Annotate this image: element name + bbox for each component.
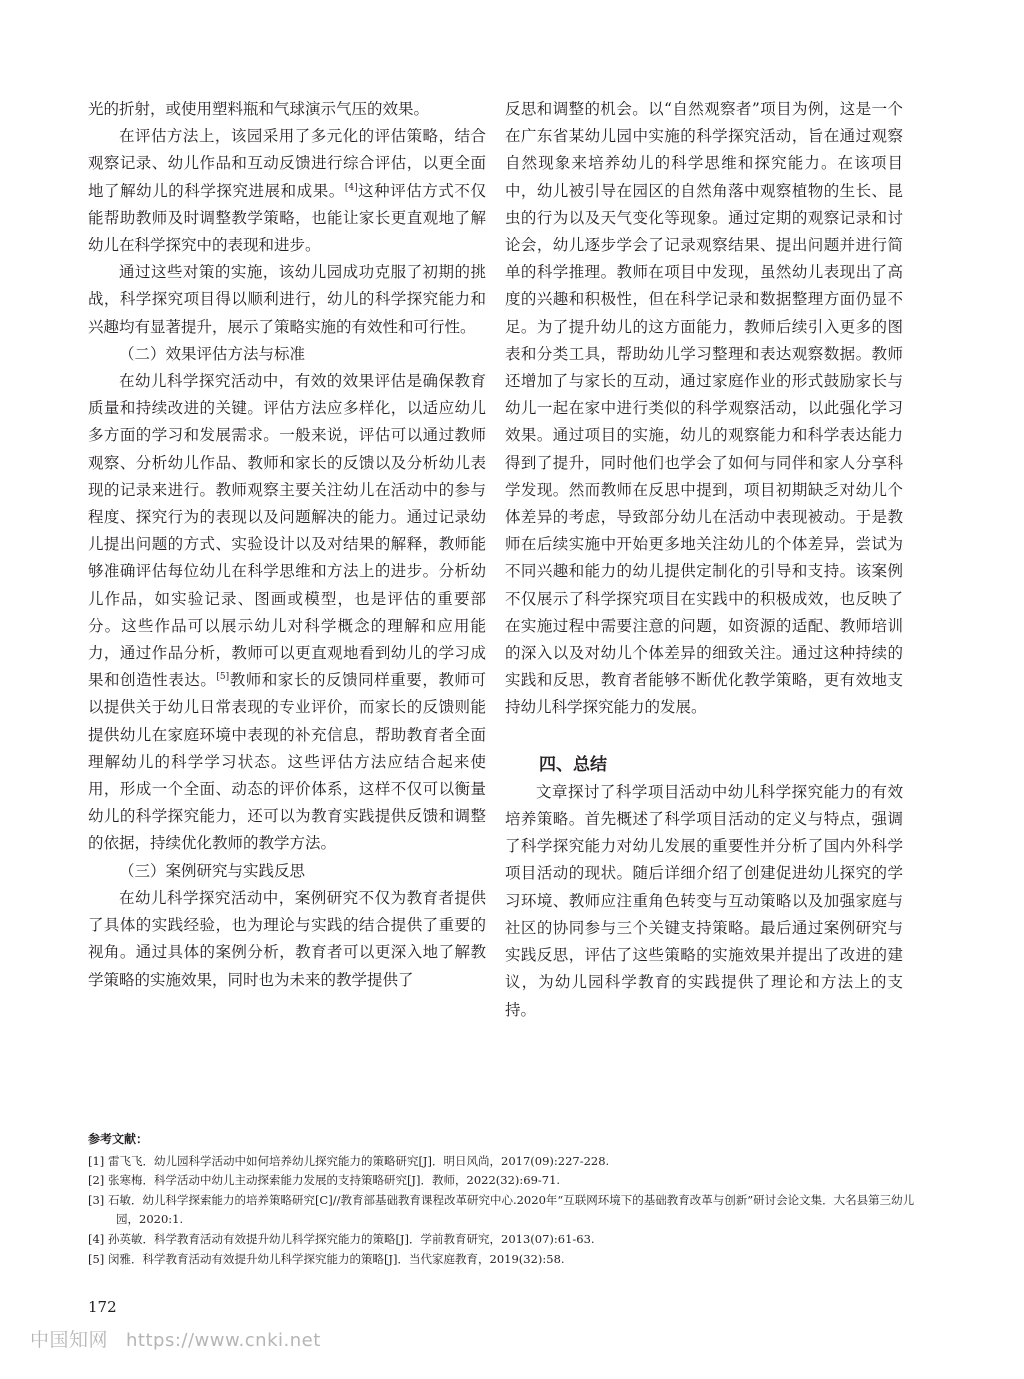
paragraph — [88, 123, 486, 259]
reference-item: [5] 闵雅．科学教育活动有效提升幼儿科学探究能力的策略[J]．当代家庭教育，2019(32):58. — [88, 1251, 565, 1266]
watermark-url[interactable]: https://www.cnki.net — [126, 1330, 321, 1351]
citation-ref: [4] — [344, 182, 358, 193]
reference-item: [3] 石敏．幼儿科学探索能力的培养策略研究[C]//教育部基础教育课程改革研究中心.2020年“互联网环境下的基础教育改革与创新”研讨会论文集．大名县第三幼儿园，2020:1. — [88, 1192, 915, 1227]
paragraph-text: 教师和家长的反馈同样重要，教师可以提供关于幼儿日常表现的专业评价，而家长的反馈则能提供幼儿在家庭环境中表现的补充信息，帮助教育者全面理解幼儿的科学学习状态。这些评估方法应结合起来使用，形成一个全面、动态的评价体系，这样不仅可以衡量幼儿的科学探究能力，还可以为教育实践提供反馈和调整的依据，持续优化教师的教学方法。 — [88, 671, 486, 853]
paragraph: 通过这些对策的实施，该幼儿园成功克服了初期的挑战，科学探究项目得以顺利进行，幼儿的科学探究能力和兴趣均有显著提升，展示了策略实施的有效性和可行性。 — [88, 263, 486, 336]
paragraph: 光的折射，或使用塑料瓶和气球演示气压的效果。 — [88, 100, 430, 118]
section-heading: （三）案例研究与实践反思 — [119, 861, 306, 880]
paragraph-text: 在评估方法上，该园采用了多元化的评估策略，结合观察记录、幼儿作品和互动反馈进行综合评估，以更全面地了解幼儿的科学探究进展和成果。 — [88, 127, 486, 200]
reference-list — [88, 1152, 918, 1270]
paragraph: 反思和调整的机会。以“自然观察者”项目为例，这是一个在广东省某幼儿园中实施的科学探究活动，旨在通过观察自然现象来培养幼儿的科学思维和探究能力。在该项目中，幼儿被引导在园区的自然角落中观察植物的生长、昆虫的行为以及天气变化等现象。通过定期的观察记录和讨论会，幼儿逐步学会了记录观察结果、提出问题并进行简单的科学推理。教师在项目中发现，虽然幼儿表现出了高度的兴趣和积极性，但在科学记录和数据整理方面仍显不足。为了提升幼儿的这方面能力，教师后续引入更多的图表和分类工具，帮助幼儿学习整理和表达观察数据。教师还增加了与家长的互动，通过家庭作业的形式鼓励家长与幼儿一起在家中进行类似的科学观察活动，以此强化学习效果。通过项目的实施，幼儿的观察能力和科学表达能力得到了提升，同时他们也学会了如何与同伴和家人分享科学发现。然而教师在反思中提到，项目初期缺乏对幼儿个体差异的考虑，导致部分幼儿在活动中表现被动。于是教师在后续实施中开始更多地关注幼儿的个体差异，尝试为不同兴趣和能力的幼儿提供定制化的引导和支持。该案例不仅展示了科学探究项目在实践中的积极成效，也反映了在实施过程中需要注意的问题，如资源的适配、教师培训的深入以及对幼儿个体差异的细致关注。通过这种持续的实践和反思，教育者能够不断优化教学策略，更有效地支持幼儿科学探究能力的发展。 — [505, 100, 903, 717]
section-heading: （二）效果评估方法与标准 — [119, 344, 306, 363]
watermark — [30, 1325, 321, 1352]
references-title: 参考文献： — [88, 1132, 149, 1146]
paragraph-text: 这种评估方式不仅能帮助教师及时调整教学策略，也能让家长更直观地了解幼儿在科学探究中的表现和进步。 — [88, 181, 486, 255]
watermark-brand: 中国知网 — [30, 1329, 109, 1351]
reference-item: [1] 雷飞飞．幼儿园科学活动中如何培养幼儿探究能力的策略研究[J]．明日风尚，2017(09):227-228. — [88, 1153, 610, 1168]
paragraph-text: 在幼儿科学探究活动中，有效的效果评估是确保教育质量和持续改进的关键。评估方法应多样化，以适应幼儿多方面的学习和发展需求。一般来说，评估可以通过教师观察、分析幼儿作品、教师和家长的反馈以及分析幼儿表现的记录来进行。教师观察主要关注幼儿在活动中的参与程度、探究行为的表现以及问题解决的能力。通过记录幼儿提出问题的方式、实验设计以及对结果的解释，教师能够准确评估每位幼儿在科学思维和方法上的进步。分析幼儿作品，如实验记录、图画或模型，也是评估的重要部分。这些作品可以展示幼儿对科学概念的理解和应用能力，通过作品分析，教师可以更直观地看到幼儿的学习成果和创造性表达。 — [88, 372, 486, 690]
section-heading: 四、总结 — [539, 754, 607, 775]
reference-item: [2] 张寒梅．科学活动中幼儿主动探索能力发展的支持策略研究[J]．教师，2022(32):69-71. — [88, 1173, 561, 1188]
paragraph: 在幼儿科学探究活动中，案例研究不仅为教育者提供了具体的实践经验，也为理论与实践的结合提供了重要的视角。通过具体的案例分析，教育者可以更深入地了解教学策略的实施效果，同时也为未来的教学提供了 — [88, 888, 486, 989]
paragraph: 文章探讨了科学项目活动中幼儿科学探究能力的有效培养策略。首先概述了科学项目活动的定义与特点，强调了科学探究能力对幼儿发展的重要性并分析了国内外科学项目活动的现状。随后详细介绍了创建促进幼儿探究的学习环境、教师应注重角色转变与互动策略以及加强家庭与社区的协同参与三个关键支持策略。最后通过案例研究与实践反思，评估了这些策略的实施效果并提出了改进的建议，为幼儿园科学教育的实践提供了理论和方法上的支持。 — [505, 782, 903, 1019]
references — [88, 1130, 918, 1269]
right-column — [505, 96, 903, 1024]
page-number: 172 — [88, 1298, 117, 1316]
citation-ref: [5] — [216, 672, 230, 683]
reference-item: [4] 孙英敏．科学教育活动有效提升幼儿科学探究能力的策略[J]．学前教育研究，2013(07):61-63. — [88, 1231, 595, 1246]
paragraph — [88, 368, 486, 858]
left-column — [88, 96, 486, 994]
